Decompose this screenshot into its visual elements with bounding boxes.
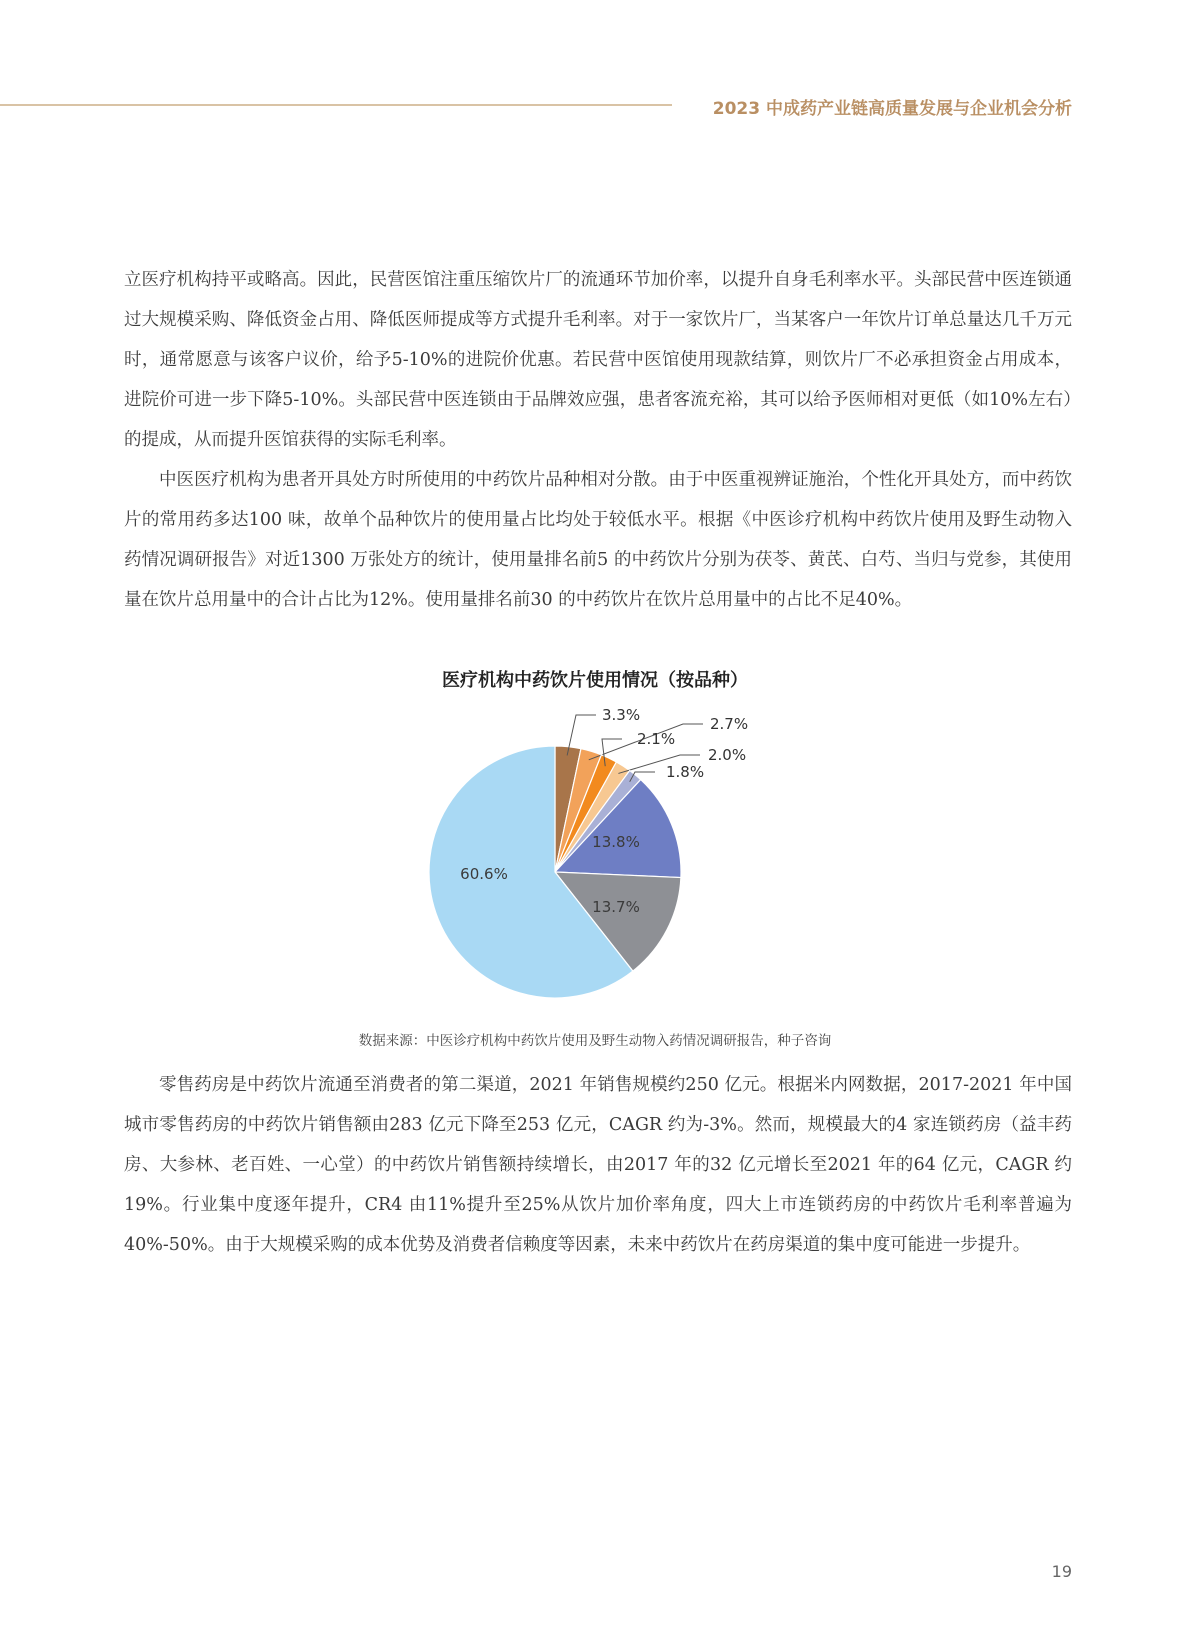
pie-label-5: 13.8% [592,833,640,851]
pie-label-1: 2.7% [710,715,749,733]
pie-label-3: 2.0% [708,746,747,764]
pie-label-4: 1.8% [666,763,705,781]
pie-label-0: 3.3% [602,706,641,724]
page-number: 19 [1051,1562,1072,1581]
chart-title: 医疗机构中药饮片使用情况（按品种） [442,670,748,691]
pie-label-6: 13.7% [592,898,640,916]
paragraph-pieces-dispersion: 中医医疗机构为患者开具处方时所使用的中药饮片品种相对分散。由于中医重视辨证施治，个性化开具处方，而中药饮片的常用药多达100 味，故单个品种饮片的使用量占比均处于较低水平。根据《中医诊疗机构中药饮片使用及野生动物入药情况调研报告》对近1300 万张处方的统计，使用量排名前5 的中药饮片分别为茯苓、黄芪、白芍、当归与党参，其使用量在饮片总用量中的合计占比为12%。使用量排名前30 的中药饮片在饮片总用量中的占比不足40%。 [124,470,1072,610]
paragraph-retail-pharmacy: 零售药房是中药饮片流通至消费者的第二渠道，2021 年销售规模约250 亿元。根据米内网数据，2017-2021 年中国城市零售药房的中药饮片销售额由283 亿元下降至253 亿元，CAGR 约为-3%。然而，规模最大的4 家连锁药房（益丰药房、大参林、老百姓、一心堂）的中药饮片销售额持续增长，由2017 年的32 亿元增长至2021 年的64 亿元，CAGR 约19%。行业集中度逐年提升，CR4 由11%提升至25%从饮片加价率角度，四大上市连锁药房的中药饮片毛利率普遍为40%-50%。由于大规模采购的成本优势及消费者信赖度等因素，未来中药饮片在药房渠道的集中度可能进一步提升。 [124,1075,1072,1255]
pie-label-7: 60.6% [460,865,508,883]
body-text-bottom [124,1065,1072,1265]
chart-source-note: 数据来源：中医诊疗机构中药饮片使用及野生动物入药情况调研报告，种子咨询 [358,1033,832,1049]
pie-label-2: 2.1% [637,730,676,748]
paragraph-continued: 立医疗机构持平或略高。因此，民营医馆注重压缩饮片厂的流通环节加价率，以提升自身毛利率水平。头部民营中医连锁通过大规模采购、降低资金占用、降低医师提成等方式提升毛利率。对于一家饮片厂，当某客户一年饮片订单总量达几千万元时，通常愿意与该客户议价，给予5-10%的进院价优惠。若民营中医馆使用现款结算，则饮片厂不必承担资金占用成本，进院价可进一步下降5-10%。头部民营中医连锁由于品牌效应强，患者客流充裕，其可以给予医师相对更低（如10%左右）的提成，从而提升医馆获得的实际毛利率。 [124,270,1072,450]
report-header-title: 2023 中成药产业链高质量发展与企业机会分析 [712,99,1072,119]
